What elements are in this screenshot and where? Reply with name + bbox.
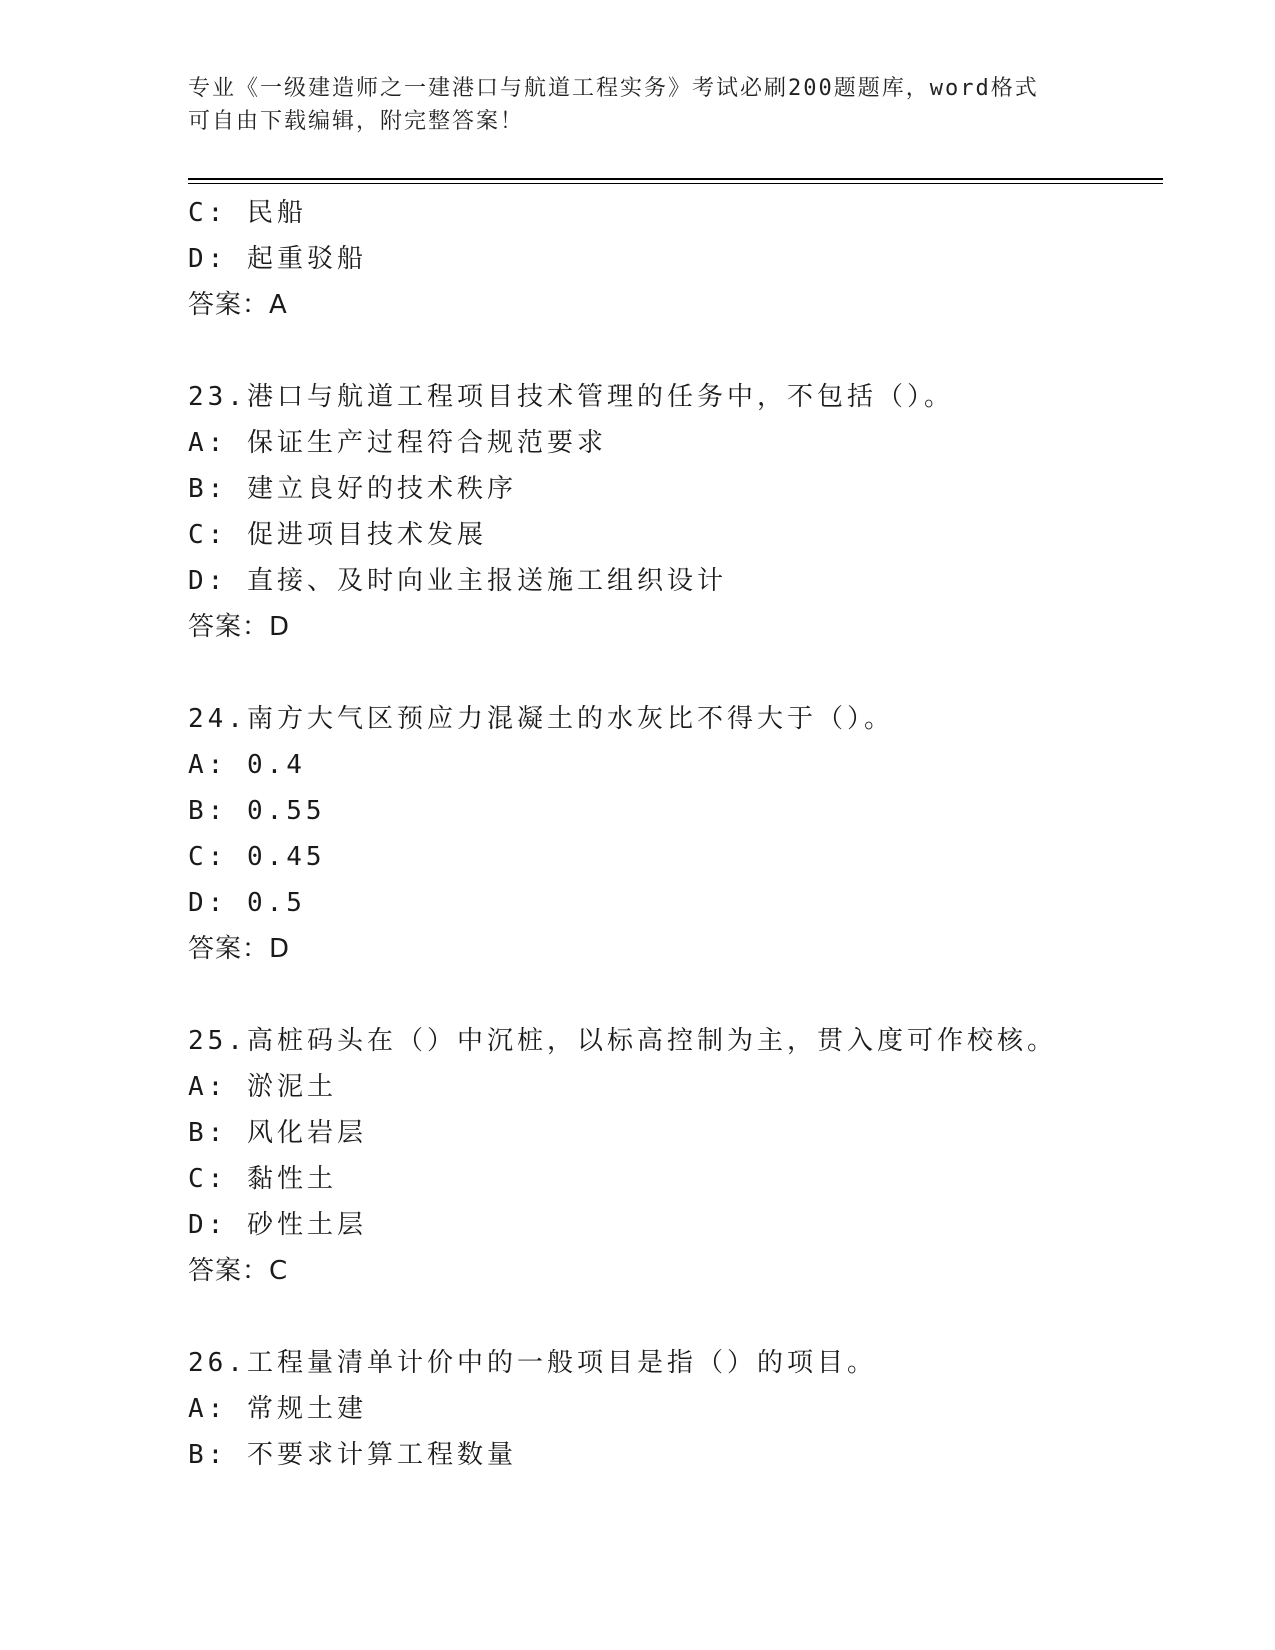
option-a: A: 保证生产过程符合规范要求 bbox=[188, 428, 607, 458]
option-c: C: 民船 bbox=[188, 198, 307, 228]
spacer bbox=[188, 972, 1163, 1018]
option-c: C: 0.45 bbox=[188, 842, 326, 872]
answer-line: 答案：D bbox=[188, 612, 291, 642]
question-list bbox=[188, 190, 1163, 1478]
header-divider-thick bbox=[188, 178, 1163, 180]
answer-line: 答案：C bbox=[188, 1256, 289, 1286]
option-d: D: 0.5 bbox=[188, 888, 306, 918]
option-c: C: 黏性土 bbox=[188, 1164, 337, 1194]
option-b: B: 风化岩层 bbox=[188, 1118, 367, 1148]
option-a: A: 0.4 bbox=[188, 750, 306, 780]
option-d: D: 砂性土层 bbox=[188, 1210, 367, 1240]
option-b: B: 建立良好的技术秩序 bbox=[188, 474, 517, 504]
option-d: D: 直接、及时向业主报送施工组织设计 bbox=[188, 566, 727, 596]
option-d: D: 起重驳船 bbox=[188, 244, 367, 274]
header-divider-thin bbox=[188, 183, 1163, 184]
spacer bbox=[188, 328, 1163, 374]
header-line-1: 专业《一级建造师之一建港口与航道工程实务》考试必刷200题题库，word格式 bbox=[188, 76, 1039, 101]
spacer bbox=[188, 1294, 1163, 1340]
answer-line: 答案：D bbox=[188, 934, 291, 964]
document-header bbox=[188, 72, 1088, 138]
question-stem: 24.南方大气区预应力混凝土的水灰比不得大于（）。 bbox=[188, 704, 894, 734]
question-stem: 26.工程量清单计价中的一般项目是指（）的项目。 bbox=[188, 1348, 877, 1378]
question-stem: 25.高桩码头在（）中沉桩，以标高控制为主，贯入度可作校核。 bbox=[188, 1026, 1057, 1056]
option-a: A: 淤泥土 bbox=[188, 1072, 337, 1102]
option-b: B: 0.55 bbox=[188, 796, 326, 826]
option-b: B: 不要求计算工程数量 bbox=[188, 1440, 517, 1470]
option-c: C: 促进项目技术发展 bbox=[188, 520, 487, 550]
question-stem: 23.港口与航道工程项目技术管理的任务中，不包括（）。 bbox=[188, 382, 954, 412]
option-a: A: 常规土建 bbox=[188, 1394, 367, 1424]
spacer bbox=[188, 650, 1163, 696]
answer-line: 答案：A bbox=[188, 290, 288, 320]
header-line-2: 可自由下载编辑，附完整答案！ bbox=[188, 109, 525, 134]
